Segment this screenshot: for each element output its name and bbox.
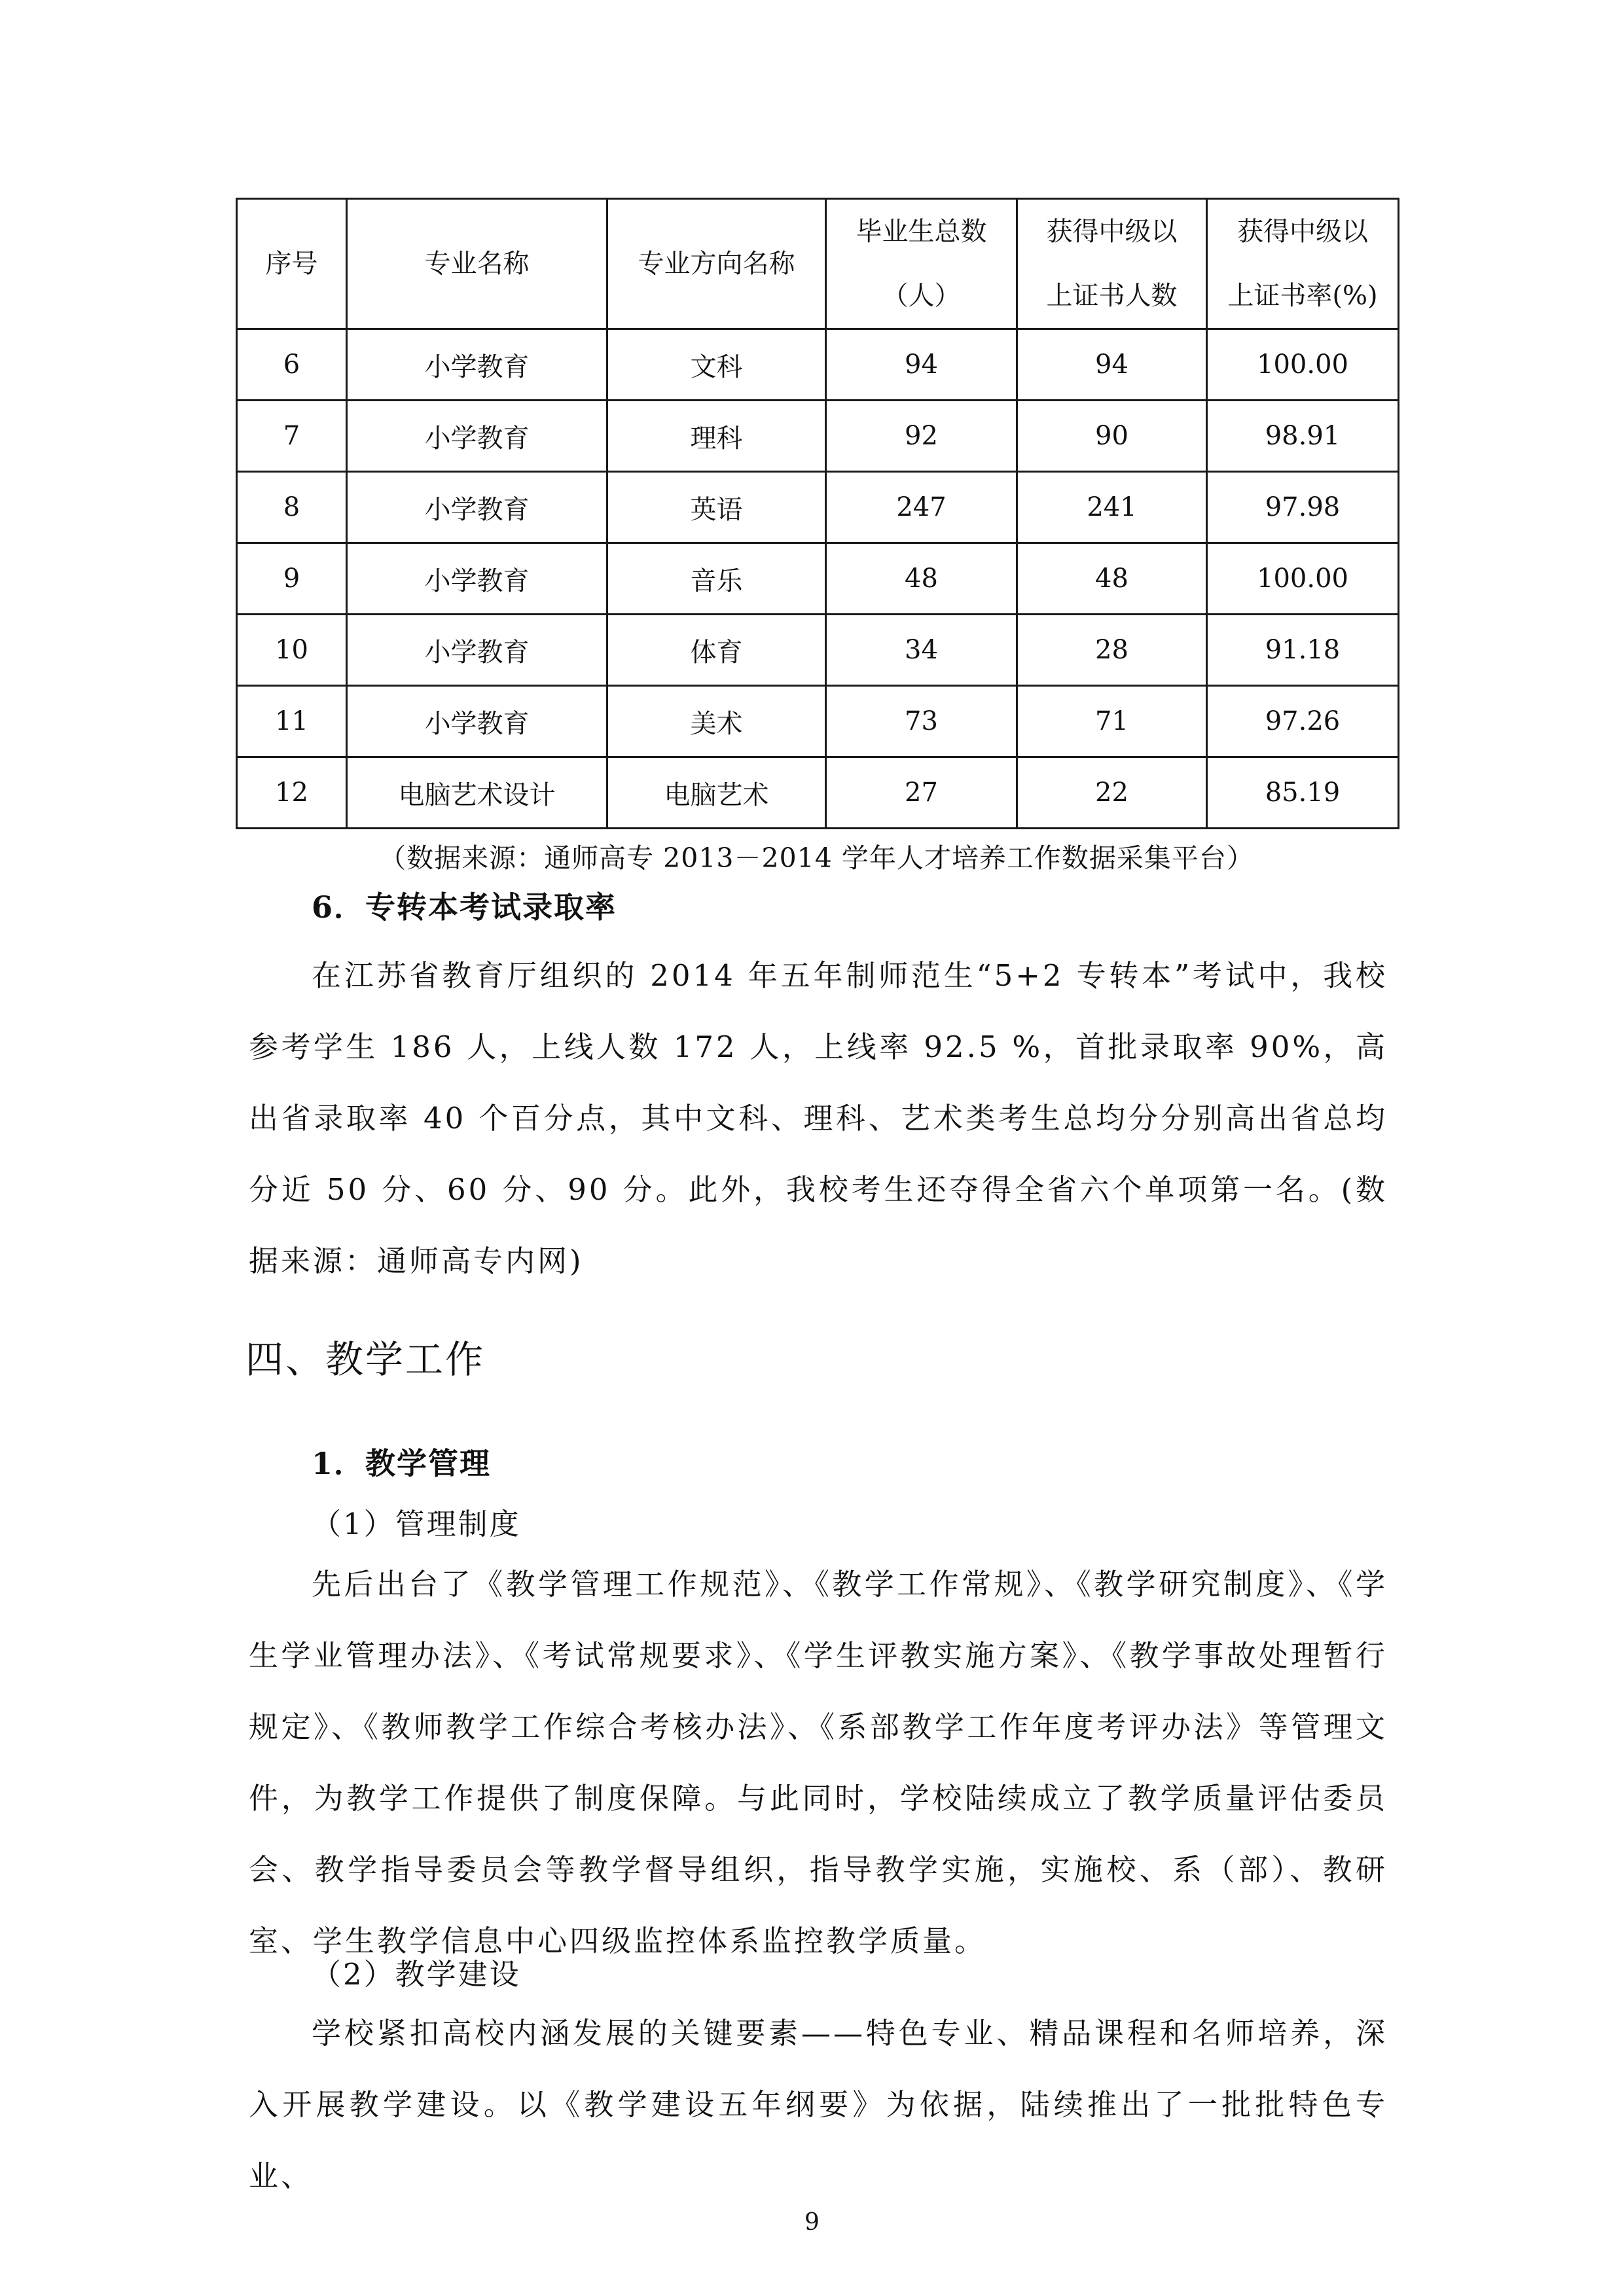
header-cert-count: 获得中级以 上证书人数	[1017, 199, 1207, 329]
cell-cert-rate: 100.00	[1207, 543, 1399, 615]
cell-cert-count: 241	[1017, 472, 1207, 543]
cell-major: 小学教育	[347, 615, 607, 686]
cell-direction: 体育	[607, 615, 826, 686]
cell-direction: 文科	[607, 329, 826, 401]
cell-cert-rate: 97.26	[1207, 686, 1399, 757]
cell-major: 小学教育	[347, 401, 607, 472]
cell-direction: 英语	[607, 472, 826, 543]
cell-graduates: 94	[826, 329, 1017, 401]
cell-graduates: 48	[826, 543, 1017, 615]
cell-serial: 9	[237, 543, 347, 615]
cell-cert-rate: 85.19	[1207, 757, 1399, 829]
cell-serial: 11	[237, 686, 347, 757]
cell-cert-rate: 91.18	[1207, 615, 1399, 686]
header-major: 专业名称	[347, 199, 607, 329]
table-data-source: （数据来源：通师高专 2013－2014 学年人才培养工作数据采集平台）	[379, 842, 1254, 874]
cell-cert-rate: 100.00	[1207, 329, 1399, 401]
cell-serial: 10	[237, 615, 347, 686]
cell-serial: 12	[237, 757, 347, 829]
cell-serial: 7	[237, 401, 347, 472]
section-6-heading: 6．专转本考试录取率	[312, 889, 617, 925]
cell-graduates: 92	[826, 401, 1017, 472]
cell-major: 小学教育	[347, 472, 607, 543]
certificate-table	[236, 198, 1399, 829]
cell-major: 小学教育	[347, 543, 607, 615]
cell-cert-count: 71	[1017, 686, 1207, 757]
cell-major: 小学教育	[347, 329, 607, 401]
teaching-construction-paragraph: 学校紧扣高校内涵发展的关键要素——特色专业、精品课程和名师培养，深入开展教学建设。以《教学建设五年纲要》为依据，陆续推出了一批批特色专业、	[249, 2016, 1388, 2193]
header-direction: 专业方向名称	[607, 199, 826, 329]
section-6-paragraph: 在江苏省教育厅组织的 2014 年五年制师范生“5+2 专转本”考试中，我校参考学生 186 人，上线人数 172 人，上线率 92.5 %，首批录取率 90%，高出省录取率 40 个百分点，其中文科、理科、艺术类考生总均分分别高出省总均分近 50 分、60 分、90 分。此外，我校考生还夺得全省六个单项第一名。(数据来源：通师高专内网)	[249, 958, 1388, 1278]
cell-direction: 理科	[607, 401, 826, 472]
table-row	[237, 543, 1399, 615]
chapter-4-heading: 四、教学工作	[245, 1337, 486, 1382]
page-number: 9	[804, 2209, 820, 2236]
management-system-paragraph: 先后出台了《教学管理工作规范》、《教学工作常规》、《教学研究制度》、《学生学业管理办法》、《考试常规要求》、《学生评教实施方案》、《教学事故处理暂行规定》、《教师教学工作综合考核办法》、《系部教学工作年度考评办法》等管理文件，为教学工作提供了制度保障。与此同时，学校陆续成立了教学质量评估委员会、教学指导委员会等教学督导组织，指导教学实施，实施校、系（部）、教研室、学生教学信息中心四级监控体系监控教学质量。	[249, 1567, 1388, 1958]
table-row	[237, 329, 1399, 401]
cell-cert-count: 90	[1017, 401, 1207, 472]
cell-graduates: 247	[826, 472, 1017, 543]
cell-graduates: 34	[826, 615, 1017, 686]
header-serial: 序号	[237, 199, 347, 329]
table-row	[237, 615, 1399, 686]
table-row	[237, 401, 1399, 472]
cell-serial: 8	[237, 472, 347, 543]
cell-direction: 音乐	[607, 543, 826, 615]
management-system-title: （1）管理制度	[312, 1507, 521, 1541]
cell-direction: 电脑艺术	[607, 757, 826, 829]
cell-cert-count: 28	[1017, 615, 1207, 686]
cell-serial: 6	[237, 329, 347, 401]
cell-cert-rate: 97.98	[1207, 472, 1399, 543]
cell-cert-count: 48	[1017, 543, 1207, 615]
table-row	[237, 472, 1399, 543]
cell-cert-count: 22	[1017, 757, 1207, 829]
cell-direction: 美术	[607, 686, 826, 757]
cell-cert-rate: 98.91	[1207, 401, 1399, 472]
cell-major: 小学教育	[347, 686, 607, 757]
cell-graduates: 27	[826, 757, 1017, 829]
table-header-row	[237, 199, 1399, 329]
header-graduates: 毕业生总数 （人）	[826, 199, 1017, 329]
cell-cert-count: 94	[1017, 329, 1207, 401]
cell-graduates: 73	[826, 686, 1017, 757]
table-row	[237, 686, 1399, 757]
table-row	[237, 757, 1399, 829]
teaching-construction-title: （2）教学建设	[312, 1957, 521, 1992]
teaching-management-heading: 1．教学管理	[312, 1446, 492, 1481]
cell-major: 电脑艺术设计	[347, 757, 607, 829]
header-cert-rate: 获得中级以 上证书率(%)	[1207, 199, 1399, 329]
data-table-container	[236, 198, 1398, 829]
